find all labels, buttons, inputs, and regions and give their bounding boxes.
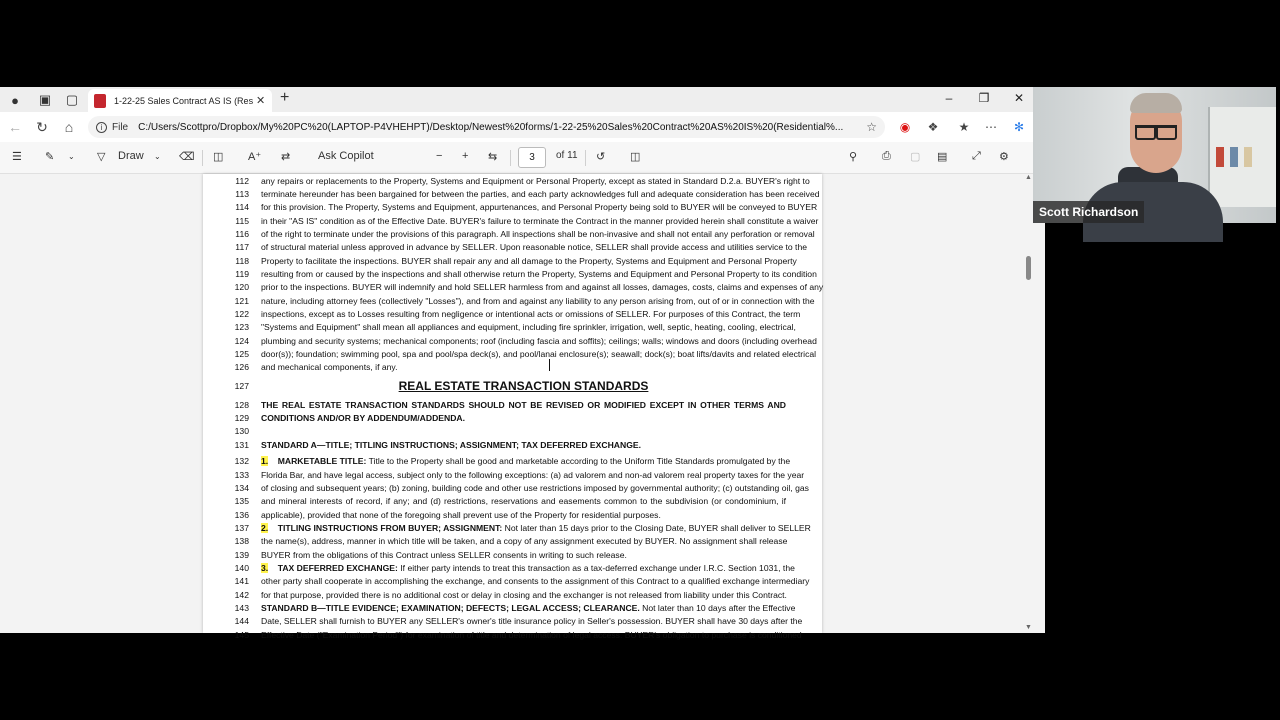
line-number: 129: [234, 413, 249, 424]
line-text: door(s)); foundation; swimming pool, spa and pool/spa deck(s), and pool/lanai enclosure(s); seawall; dock(s); boat lifts/davits and related electrical: [261, 349, 817, 360]
document-line: [203, 535, 822, 548]
item-number: 1.: [261, 456, 269, 467]
fullscreen-icon[interactable]: ⤢: [972, 150, 981, 162]
line-number: 144: [234, 616, 249, 627]
item-number: 3.: [261, 562, 269, 573]
scrollbar-thumb[interactable]: [1026, 256, 1031, 280]
shelf-item: [1244, 147, 1252, 167]
document-line: [203, 575, 822, 588]
document-line: [203, 308, 822, 321]
line-text: of structural material unless approved in advance by SELLER. Upon reasonable notice, SELLER shall provide access and utilities service to the: [261, 242, 808, 253]
line-number: 114: [235, 202, 249, 213]
line-text: [261, 602, 796, 615]
extensions-icon[interactable]: ❖: [927, 120, 939, 134]
line-number: 134: [234, 482, 249, 493]
profile-icon[interactable]: ●: [11, 92, 19, 108]
draw-dropdown-icon[interactable]: ⌄: [154, 152, 161, 161]
document-line: [203, 375, 822, 397]
standard-text: Not later than 10 days after the Effective: [639, 603, 796, 613]
line-number: 124: [234, 335, 249, 346]
favorite-star-icon[interactable]: ☆: [866, 120, 877, 134]
new-tab-icon[interactable]: +: [280, 89, 290, 106]
zoom-out-icon[interactable]: −: [436, 150, 443, 162]
line-number: 115: [235, 215, 249, 226]
line-text: the name(s), address, manner in which title will be taken, and a copy of any assignment executed by BUYER. No assignment shall release: [261, 536, 788, 547]
read-aloud-icon[interactable]: A⁺: [248, 151, 262, 163]
item-title: TAX DEFERRED EXCHANGE:: [277, 562, 398, 573]
highlight-dropdown-icon[interactable]: ⌄: [68, 152, 75, 161]
section-heading: REAL ESTATE TRANSACTION STANDARDS: [398, 378, 649, 393]
text-box-icon[interactable]: ◫: [213, 151, 224, 163]
highlight-icon[interactable]: ✎: [45, 151, 55, 163]
document-line: [203, 469, 822, 482]
line-text: and mineral interests of record, if any; and (d) restrictions, reservations and easements common to the subdivision (or condominium, if: [261, 496, 786, 507]
line-text: terminate hereunder has been bargained for between the parties, and each party acknowledges full and adequate consideration has been received: [261, 188, 820, 199]
item-gap: [268, 523, 278, 533]
vertical-scrollbar[interactable]: [1022, 174, 1035, 633]
info-icon[interactable]: i: [96, 122, 107, 133]
line-text: [261, 562, 795, 575]
line-text: Effective Date ("Examination Period") for examination of title and determination of legal access. BUYER's obligation to purchase is conditioned: [261, 629, 802, 640]
line-number: 119: [235, 268, 249, 279]
line-text: plumbing and security systems; mechanical components; roof (including fascia and soffits); ceilings; walls; windows and doors (including overhead: [261, 335, 817, 346]
participant-name: Scott Richardson: [1033, 201, 1144, 223]
minimize-icon[interactable]: –: [945, 91, 953, 105]
close-window-icon[interactable]: ✕: [1013, 91, 1025, 105]
line-text: prior to the inspections. BUYER will indemnify and hold SELLER harmless from and against all losses, damages, costs, claims and expenses of any: [261, 282, 824, 293]
text-cursor-icon: [549, 359, 553, 371]
document-line: [203, 348, 822, 361]
tab-active[interactable]: [88, 89, 272, 112]
tab-bar: [0, 87, 1045, 112]
zoom-in-icon[interactable]: +: [462, 150, 469, 162]
line-text: for that purpose, provided there is no additional cost or delay in closing and the exchanger is not released from liability under this Contract.: [261, 589, 787, 600]
pdf-icon: [94, 94, 106, 108]
restore-icon[interactable]: ❐: [978, 91, 990, 105]
document-line: [203, 495, 822, 508]
webcam-person-hair: [1130, 93, 1182, 113]
document-line: [203, 549, 822, 562]
workspaces-icon[interactable]: ▣: [38, 92, 52, 107]
contents-icon[interactable]: ☰: [12, 151, 22, 163]
shelf-item: [1216, 147, 1224, 167]
document-line: [203, 522, 822, 535]
document-line: [203, 281, 822, 294]
line-number: 130: [234, 426, 249, 437]
document-line: [203, 412, 822, 425]
url-box[interactable]: [88, 116, 885, 138]
close-tab-icon[interactable]: ✕: [256, 95, 266, 107]
more-menu-icon[interactable]: ⋯: [985, 120, 997, 134]
ask-copilot-button[interactable]: Ask Copilot: [318, 150, 374, 162]
line-number: 112: [235, 175, 249, 186]
line-number: 118: [235, 255, 249, 266]
url-text[interactable]: C:/Users/Scottpro/Dropbox/My%20PC%20(LAPTOP-P4VHEHPT)/Desktop/Newest%20forms/1-22-25%20Sales%20Contract%20AS%20IS%20(Residential%...: [138, 121, 844, 133]
document-line: [203, 228, 822, 241]
webcam-video-tile: [1033, 87, 1276, 223]
line-text: any repairs or replacements to the Property, Systems and Equipment or Personal Property, except as stated in Standard D.2.a. BUYER's right to: [261, 175, 810, 186]
line-number: 142: [234, 589, 249, 600]
shelf-item: [1230, 147, 1238, 167]
page-number-input[interactable]: 3: [518, 147, 546, 168]
item-text: If either party intends to treat this transaction as a tax-deferred exchange under I.R.C. Section 1031, the: [397, 562, 795, 573]
line-number: 125: [234, 349, 249, 360]
draw-icon[interactable]: ▽: [97, 151, 106, 163]
document-line: [203, 335, 822, 348]
back-icon[interactable]: ←: [8, 119, 22, 135]
browser-window: [0, 87, 1045, 640]
page-view-icon[interactable]: ◫: [630, 151, 641, 163]
document-line: [203, 455, 822, 468]
line-text: Property to facilitate the inspections. BUYER shall repair any and all damage to the Property, Systems and Equipment and Personal Property: [261, 255, 797, 266]
scroll-up-icon[interactable]: ▲: [1025, 174, 1032, 181]
line-number: 123: [234, 322, 249, 333]
webcam-shelf: [1208, 107, 1276, 207]
line-text: other party shall cooperate in accomplishing the exchange, and consents to the assignment of this Contract to a qualified exchange intermediary: [261, 576, 810, 587]
document-line: [203, 361, 822, 374]
line-text: and mechanical components, if any.: [261, 362, 398, 373]
document-line: [203, 295, 822, 308]
line-text: BUYER from the obligations of this Contract unless SELLER consents in writing to such release.: [261, 549, 627, 560]
home-icon[interactable]: ⌂: [64, 119, 74, 135]
save-icon[interactable]: ▢: [910, 151, 921, 163]
tab-actions-icon[interactable]: ▢: [65, 92, 79, 107]
document-line: [203, 482, 822, 495]
line-text: of closing and subsequent years; (b) zoning, building code and other use restrictions imposed by governmental authority; (c) outstanding oil, gas: [261, 482, 809, 493]
tab-title: 1-22-25 Sales Contract AS IS (Res: [114, 95, 254, 106]
line-number: 136: [234, 509, 249, 520]
line-number: 133: [234, 469, 249, 480]
item-text: Not later than 15 days prior to the Closing Date, BUYER shall deliver to SELLER: [502, 522, 811, 533]
save-as-icon[interactable]: ▤: [937, 151, 948, 163]
line-number: 143: [234, 603, 249, 613]
line-text: in their "AS IS" condition as of the Effective Date. BUYER's failure to terminate the Contract in the manner provided herein shall constitute a waiver: [261, 215, 819, 226]
item-text: Title to the Property shall be good and marketable according to the Uniform Title Standards promulgated by the: [366, 456, 791, 467]
print-icon[interactable]: ⎙: [882, 150, 891, 162]
line-text: for this provision. The Property, Systems and Equipment, appurtenances, and Personal Property being sold to BUYER will be conveyed to BUYER: [261, 202, 818, 213]
line-number: 141: [234, 576, 249, 587]
translate-icon[interactable]: ⇄: [281, 151, 291, 163]
item-title: TITLING INSTRUCTIONS FROM BUYER; ASSIGNMENT:: [277, 522, 503, 533]
pdf-viewer[interactable]: [0, 174, 1035, 640]
line-number: 127: [234, 380, 249, 391]
line-text: resulting from or caused by the inspections and shall otherwise return the Property, Systems and Equipment and Personal Property to its condition: [261, 268, 817, 279]
line-text: inspections, except as to Losses resulting from negligence or intentional acts or omissions of SELLER. For purposes of this Contract, the term: [261, 309, 801, 319]
document-line: [203, 425, 822, 438]
line-number: 145: [234, 629, 249, 640]
document-line: [203, 629, 822, 642]
fit-page-icon[interactable]: ⇆: [488, 151, 498, 163]
line-number: 128: [234, 399, 249, 410]
line-number: 137: [234, 522, 249, 533]
settings-gear-icon[interactable]: ⚙: [999, 151, 1009, 163]
line-number: 113: [235, 188, 249, 199]
page-total: of 11: [556, 150, 578, 161]
document-line: [203, 215, 822, 228]
line-number: 120: [234, 282, 249, 293]
separator: [202, 150, 203, 166]
webcam-person-glasses: [1135, 125, 1177, 137]
line-text: [261, 375, 786, 398]
line-text: Florida Bar, and have legal access, subject only to the following exceptions: (a) ad valorem and non-ad valorem real property taxes for the year: [261, 469, 805, 480]
item-title: MARKETABLE TITLE:: [277, 456, 367, 467]
document-line: [203, 241, 822, 254]
line-text: CONDITIONS AND/OR BY ADDENDUM/ADDENDA.: [261, 413, 466, 424]
document-line: [203, 439, 822, 452]
line-number: 131: [234, 439, 249, 450]
separator: [510, 150, 511, 166]
opera-extension-icon[interactable]: ◉: [899, 120, 911, 134]
line-number: 122: [234, 309, 249, 319]
document-line: [203, 509, 822, 522]
line-number: 121: [234, 295, 249, 306]
pdf-toolbar: [0, 142, 1045, 174]
line-text: "Systems and Equipment" shall mean all appliances and equipment, including fire sprinkler, irrigation, well, septic, heating, cooling, electrical,: [261, 322, 796, 333]
line-number: 132: [234, 456, 249, 467]
line-text: THE REAL ESTATE TRANSACTION STANDARDS SHOULD NOT BE REVISED OR MODIFIED EXCEPT IN OTHER TERMS AND: [261, 399, 786, 410]
line-text: Date, SELLER shall furnish to BUYER any SELLER's owner's title insurance policy in Seller's possession. BUYER shall have 30 days after the: [261, 616, 803, 627]
line-number: 139: [234, 549, 249, 560]
line-text: applicable), provided that none of the foregoing shall prevent use of the Property for residential purposes.: [261, 509, 661, 520]
separator: [585, 150, 586, 166]
line-text: nature, including attorney fees (collectively "Losses"), and from and against any liability to any person arising from, out of or in connection with the: [261, 295, 815, 306]
document-line: [203, 201, 822, 214]
scroll-down-icon[interactable]: ▼: [1025, 624, 1032, 631]
document-line: [203, 562, 822, 575]
line-text: of the right to terminate under the provisions of this paragraph. All inspections shall be non-invasive and shall not entail any perforation or removal: [261, 228, 815, 239]
line-text: STANDARD A—TITLE; TITLING INSTRUCTIONS; ASSIGNMENT; TAX DEFERRED EXCHANGE.: [261, 439, 642, 450]
line-text: [261, 455, 791, 468]
document-line: [203, 321, 822, 334]
refresh-icon[interactable]: ↻: [36, 119, 48, 135]
address-bar: [0, 112, 1045, 142]
pdf-page: [203, 174, 824, 640]
line-number: 135: [234, 496, 249, 507]
line-number: 138: [234, 536, 249, 547]
line-number: 117: [235, 242, 249, 253]
item-gap: [268, 563, 278, 573]
line-number: 140: [234, 562, 249, 573]
document-line: [203, 399, 822, 412]
item-gap: [268, 456, 278, 466]
file-label: File: [112, 121, 129, 133]
document-line: [203, 589, 822, 602]
item-number: 2.: [261, 522, 269, 533]
standard-title: STANDARD B—TITLE EVIDENCE; EXAMINATION; DEFECTS; LEGAL ACCESS; CLEARANCE.: [261, 603, 640, 613]
rotate-icon[interactable]: ↺: [596, 151, 606, 163]
draw-button[interactable]: Draw: [118, 150, 144, 162]
document-line: [203, 175, 822, 188]
copilot-icon[interactable]: ✻: [1013, 120, 1025, 134]
line-number: 116: [235, 228, 249, 239]
search-icon[interactable]: ⚲: [849, 151, 858, 163]
document-line: [203, 255, 822, 268]
eraser-icon[interactable]: ⌫: [179, 151, 195, 163]
line-text: [261, 522, 811, 535]
favorites-icon[interactable]: ★: [958, 120, 970, 134]
line-number: 126: [234, 362, 249, 373]
document-line: [203, 615, 822, 628]
document-line: [203, 188, 822, 201]
document-line: [203, 602, 822, 615]
document-line: [203, 268, 822, 281]
